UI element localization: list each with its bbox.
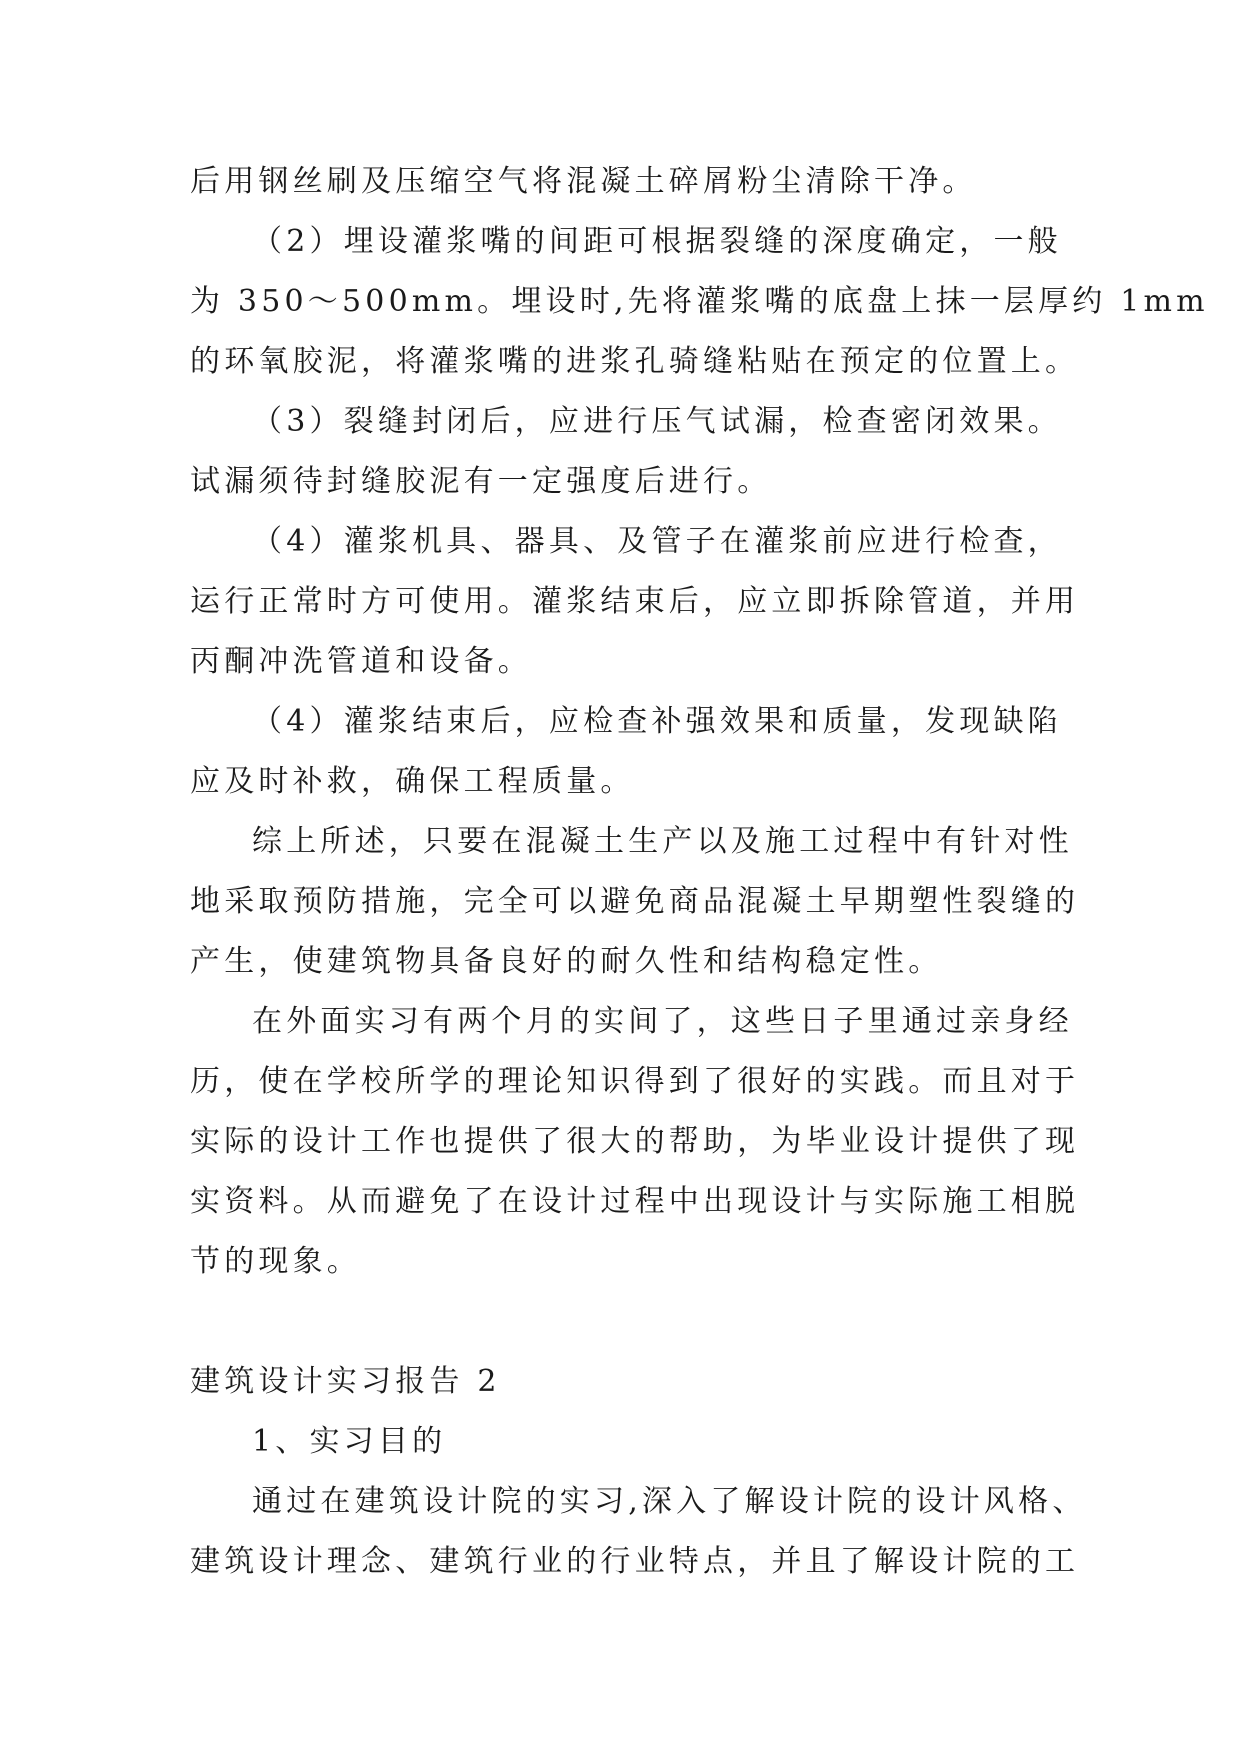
text-line: 运行正常时方可使用。灌浆结束后，应立即拆除管道，并用 — [190, 584, 1080, 619]
text-line: 应及时补救，确保工程质量。 — [190, 764, 635, 799]
text-line: 1、实习目的 — [252, 1424, 447, 1459]
text-line: 后用钢丝刷及压缩空气将混凝土碎屑粉尘清除干净。 — [190, 164, 977, 199]
text-line: （4）灌浆结束后，应检查补强效果和质量，发现缺陷 — [252, 704, 1062, 739]
section-gap — [190, 1292, 1060, 1352]
document-body — [190, 152, 1209, 1592]
section-title: 建筑设计实习报告 2 — [190, 1364, 501, 1399]
text-line: 通过在建筑设计院的实习,深入了解设计院的设计风格、 — [252, 1484, 1087, 1519]
text-line: 实资料。从而避免了在设计过程中出现设计与实际施工相脱 — [190, 1184, 1080, 1219]
text-line: （4）灌浆机具、器具、及管子在灌浆前应进行检查， — [252, 524, 1062, 559]
text-line: 的环氧胶泥，将灌浆嘴的进浆孔骑缝粘贴在预定的位置上。 — [190, 344, 1080, 379]
text-line: 试漏须待封缝胶泥有一定强度后进行。 — [190, 464, 772, 499]
text-line: 产生，使建筑物具备良好的耐久性和结构稳定性。 — [190, 944, 943, 979]
text-line: 丙酮冲洗管道和设备。 — [190, 644, 532, 679]
text-line: 综上所述，只要在混凝土生产以及施工过程中有针对性 — [252, 824, 1073, 859]
text-line: 为 350～500mm。埋设时,先将灌浆嘴的底盘上抹一层厚约 1mm — [190, 284, 1209, 319]
text-line: 建筑设计理念、建筑行业的行业特点，并且了解设计院的工 — [190, 1544, 1080, 1579]
text-line: 实际的设计工作也提供了很大的帮助，为毕业设计提供了现 — [190, 1124, 1080, 1159]
text-line: （3）裂缝封闭后，应进行压气试漏，检查密闭效果。 — [252, 404, 1062, 439]
text-line: 地采取预防措施，完全可以避免商品混凝土早期塑性裂缝的 — [190, 884, 1080, 919]
text-line: 在外面实习有两个月的实间了，这些日子里通过亲身经 — [252, 1004, 1073, 1039]
text-line: （2）埋设灌浆嘴的间距可根据裂缝的深度确定，一般 — [252, 224, 1062, 259]
text-line: 节的现象。 — [190, 1244, 361, 1279]
text-line: 历，使在学校所学的理论知识得到了很好的实践。而且对于 — [190, 1064, 1080, 1099]
